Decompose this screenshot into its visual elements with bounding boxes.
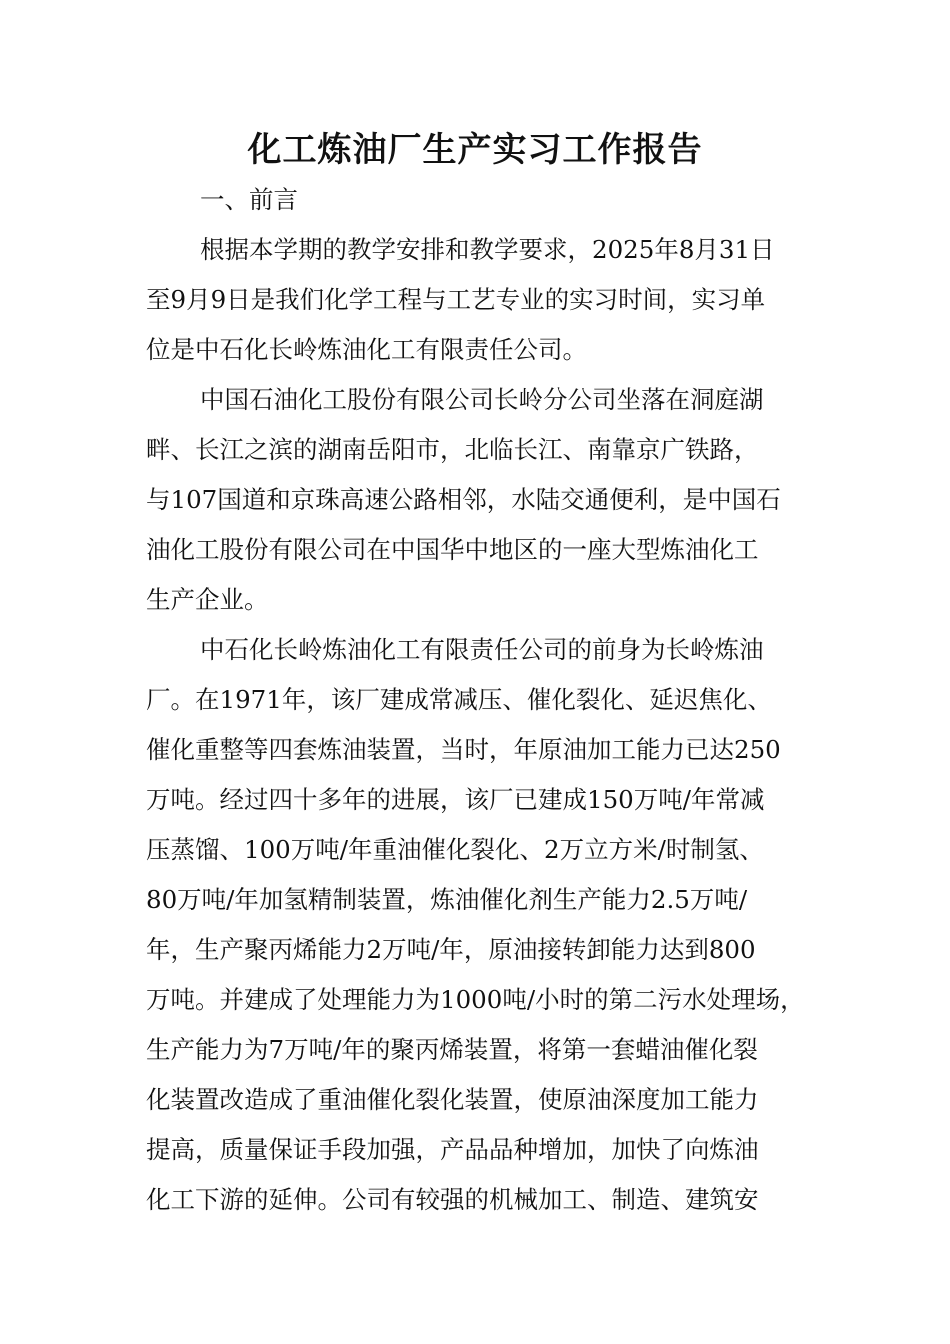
text-line: 根据本学期的教学安排和教学要求，2025年8月31日 (200, 235, 775, 264)
text-line: 万吨。并建成了处理能力为1000吨/小时的第二污水处理场， (146, 985, 805, 1014)
text-line: 化装置改造成了重油催化裂化装置，使原油深度加工能力 (146, 1085, 759, 1114)
text-line: 提高，质量保证手段加强，产品品种增加，加快了向炼油 (146, 1135, 759, 1164)
text-line: 压蒸馏、100万吨/年重油催化裂化、2万立方米/时制氢、 (146, 835, 764, 864)
text-line: 油化工股份有限公司在中国华中地区的一座大型炼油化工 (146, 535, 759, 564)
text-line: 生产能力为7万吨/年的聚丙烯装置，将第一套蜡油催化裂 (146, 1035, 758, 1064)
text-line: 催化重整等四套炼油装置，当时，年原油加工能力已达250 (146, 735, 781, 764)
text-line: 中石化长岭炼油化工有限责任公司的前身为长岭炼油 (200, 635, 764, 664)
section-heading: 一、前言 (200, 185, 298, 214)
text-line: 生产企业。 (146, 585, 269, 614)
document-title: 化工炼油厂生产实习工作报告 (247, 130, 703, 170)
text-line: 万吨。经过四十多年的进展，该厂已建成150万吨/年常减 (146, 785, 765, 814)
text-line: 80万吨/年加氢精制装置，炼油催化剂生产能力2.5万吨/ (146, 885, 748, 914)
text-line: 中国石油化工股份有限公司长岭分公司坐落在洞庭湖 (200, 385, 764, 414)
text-line: 化工下游的延伸。公司有较强的机械加工、制造、建筑安 (146, 1185, 759, 1214)
text-line: 年，生产聚丙烯能力2万吨/年，原油接转卸能力达到800 (146, 935, 756, 964)
text-line: 与107国道和京珠高速公路相邻，水陆交通便利，是中国石 (146, 485, 781, 514)
text-line: 位是中石化长岭炼油化工有限责任公司。 (146, 335, 587, 364)
text-line: 畔、长江之滨的湖南岳阳市，北临长江、南靠京广铁路， (146, 435, 759, 464)
text-line: 至9月9日是我们化学工程与工艺专业的实习时间，实习单 (146, 285, 766, 314)
text-line: 厂。在1971年，该厂建成常减压、催化裂化、延迟焦化、 (146, 685, 772, 714)
